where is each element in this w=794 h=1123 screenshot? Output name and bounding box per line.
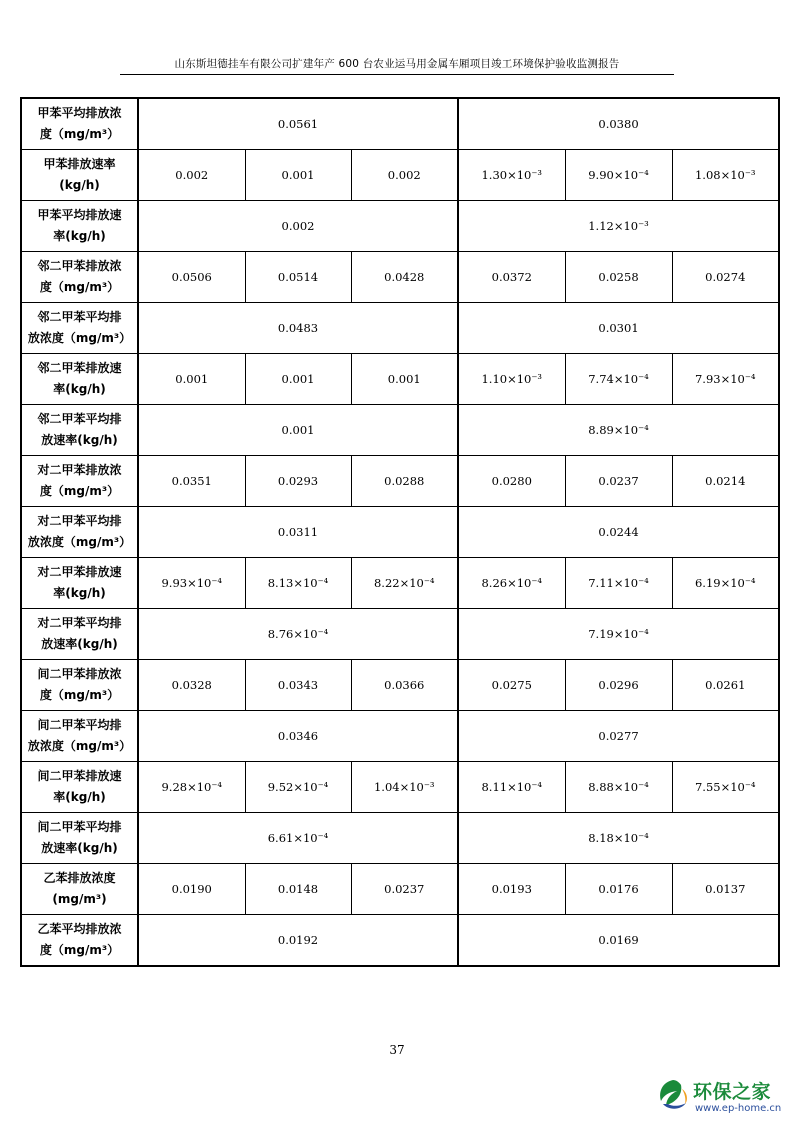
value-cell: 1.04×10⁻³: [351, 762, 458, 813]
average-cell-left: 0.0192: [138, 915, 458, 967]
value-cell: 9.90×10⁻⁴: [565, 150, 672, 201]
row-label: [21, 303, 138, 354]
average-cell-right: 0.0244: [458, 507, 779, 558]
row-label-line2: 度（mg/m³）: [39, 688, 120, 702]
value-cell: 0.0296: [565, 660, 672, 711]
row-label-line1: 邻二甲苯排放速: [37, 361, 122, 375]
row-label: [21, 609, 138, 660]
table-row: [21, 507, 779, 558]
table-row: [21, 150, 779, 201]
row-label: [21, 813, 138, 864]
row-label-line2: 率(kg/h): [53, 790, 106, 804]
row-label-line1: 对二甲苯排放浓: [37, 463, 122, 477]
row-label-line2: (mg/m³): [52, 892, 107, 906]
report-header: 山东斯坦德挂车有限公司扩建年产 600 台农业运马用金属车厢项目竣工环境保护验收监测报告: [120, 56, 674, 75]
average-cell-right: 7.19×10⁻⁴: [458, 609, 779, 660]
value-cell: 0.001: [245, 354, 351, 405]
value-cell: 7.55×10⁻⁴: [672, 762, 779, 813]
row-label: [21, 252, 138, 303]
row-label: [21, 660, 138, 711]
average-cell-left: 0.0311: [138, 507, 458, 558]
row-label: [21, 98, 138, 150]
average-cell-left: 8.76×10⁻⁴: [138, 609, 458, 660]
logo-url: www.ep-home.cn: [695, 1103, 782, 1114]
value-cell: 8.26×10⁻⁴: [458, 558, 565, 609]
value-cell: 0.0280: [458, 456, 565, 507]
value-cell: 0.0148: [245, 864, 351, 915]
row-label: [21, 558, 138, 609]
row-label-line2: 放速率(kg/h): [41, 637, 118, 651]
average-cell-left: 0.0346: [138, 711, 458, 762]
row-label-line1: 对二甲苯排放速: [37, 565, 122, 579]
row-label: [21, 711, 138, 762]
value-cell: 8.88×10⁻⁴: [565, 762, 672, 813]
row-label-line2: 放浓度（mg/m³）: [27, 535, 132, 549]
value-cell: 0.0176: [565, 864, 672, 915]
table-row: [21, 201, 779, 252]
row-label-line2: 放速率(kg/h): [41, 841, 118, 855]
value-cell: 1.08×10⁻³: [672, 150, 779, 201]
row-label-line2: 放浓度（mg/m³）: [27, 739, 132, 753]
row-label: [21, 456, 138, 507]
value-cell: 1.30×10⁻³: [458, 150, 565, 201]
row-label-line1: 间二甲苯排放速: [37, 769, 122, 783]
row-label-line1: 甲苯排放速率: [43, 157, 116, 171]
value-cell: 7.74×10⁻⁴: [565, 354, 672, 405]
row-label-line2: 放浓度（mg/m³）: [27, 331, 132, 345]
table-row: [21, 252, 779, 303]
row-label-line2: 度（mg/m³）: [39, 127, 120, 141]
value-cell: 8.22×10⁻⁴: [351, 558, 458, 609]
value-cell: 0.001: [351, 354, 458, 405]
row-label-line1: 间二甲苯排放浓: [37, 667, 122, 681]
row-label: [21, 762, 138, 813]
average-cell-right: 8.89×10⁻⁴: [458, 405, 779, 456]
average-cell-left: 0.002: [138, 201, 458, 252]
row-label: [21, 354, 138, 405]
row-label: [21, 405, 138, 456]
table-row: [21, 456, 779, 507]
value-cell: 8.11×10⁻⁴: [458, 762, 565, 813]
row-label-line1: 间二甲苯平均排: [37, 820, 122, 834]
value-cell: 0.0351: [138, 456, 245, 507]
table-row: [21, 711, 779, 762]
average-cell-right: 0.0169: [458, 915, 779, 967]
value-cell: 0.0193: [458, 864, 565, 915]
average-cell-left: 6.61×10⁻⁴: [138, 813, 458, 864]
value-cell: 0.0137: [672, 864, 779, 915]
table-row: [21, 915, 779, 967]
emission-data-table: [20, 97, 780, 967]
value-cell: 6.19×10⁻⁴: [672, 558, 779, 609]
logo-name: 环保之家: [693, 1081, 772, 1103]
row-label-line1: 邻二甲苯平均排: [37, 412, 122, 426]
value-cell: 0.0261: [672, 660, 779, 711]
value-cell: 9.52×10⁻⁴: [245, 762, 351, 813]
average-cell-right: 0.0277: [458, 711, 779, 762]
table-row: [21, 98, 779, 150]
value-cell: 9.93×10⁻⁴: [138, 558, 245, 609]
average-cell-left: 0.0483: [138, 303, 458, 354]
value-cell: 0.0237: [565, 456, 672, 507]
table-row: [21, 813, 779, 864]
value-cell: 7.93×10⁻⁴: [672, 354, 779, 405]
site-logo: [655, 1075, 790, 1119]
row-label-line1: 间二甲苯平均排: [37, 718, 122, 732]
table-row: [21, 303, 779, 354]
value-cell: 0.0190: [138, 864, 245, 915]
row-label-line2: (kg/h): [59, 178, 100, 192]
value-cell: 0.0258: [565, 252, 672, 303]
leaf-swirl-icon: [655, 1077, 691, 1113]
value-cell: 7.11×10⁻⁴: [565, 558, 672, 609]
value-cell: 0.0275: [458, 660, 565, 711]
value-cell: 0.0343: [245, 660, 351, 711]
row-label-line1: 甲苯平均排放浓: [37, 106, 122, 120]
value-cell: 0.002: [138, 150, 245, 201]
row-label-line2: 率(kg/h): [53, 586, 106, 600]
row-label-line2: 度（mg/m³）: [39, 484, 120, 498]
table-row: [21, 405, 779, 456]
row-label: [21, 201, 138, 252]
value-cell: 0.0237: [351, 864, 458, 915]
row-label-line2: 率(kg/h): [53, 229, 106, 243]
average-cell-right: 1.12×10⁻³: [458, 201, 779, 252]
table-row: [21, 354, 779, 405]
page-number: 37: [389, 1043, 405, 1057]
value-cell: 0.0506: [138, 252, 245, 303]
value-cell: 0.0214: [672, 456, 779, 507]
row-label-line2: 放速率(kg/h): [41, 433, 118, 447]
average-cell-left: 0.001: [138, 405, 458, 456]
table-row: [21, 660, 779, 711]
row-label-line1: 邻二甲苯排放浓: [37, 259, 122, 273]
table-row: [21, 864, 779, 915]
row-label-line1: 乙苯排放浓度: [43, 871, 116, 885]
row-label: [21, 864, 138, 915]
value-cell: 8.13×10⁻⁴: [245, 558, 351, 609]
row-label-line1: 甲苯平均排放速: [37, 208, 122, 222]
average-cell-left: 0.0561: [138, 98, 458, 150]
row-label-line1: 对二甲苯平均排: [37, 616, 122, 630]
row-label-line2: 度（mg/m³）: [39, 943, 120, 957]
table-row: [21, 762, 779, 813]
average-cell-right: 0.0380: [458, 98, 779, 150]
value-cell: 0.0293: [245, 456, 351, 507]
value-cell: 1.10×10⁻³: [458, 354, 565, 405]
value-cell: 0.0514: [245, 252, 351, 303]
value-cell: 0.002: [351, 150, 458, 201]
average-cell-right: 8.18×10⁻⁴: [458, 813, 779, 864]
row-label: [21, 150, 138, 201]
value-cell: 0.0428: [351, 252, 458, 303]
row-label-line1: 对二甲苯平均排: [37, 514, 122, 528]
row-label-line1: 乙苯平均排放浓: [37, 922, 122, 936]
row-label-line1: 邻二甲苯平均排: [37, 310, 122, 324]
row-label-line2: 度（mg/m³）: [39, 280, 120, 294]
table-row: [21, 558, 779, 609]
value-cell: 0.0328: [138, 660, 245, 711]
value-cell: 0.0372: [458, 252, 565, 303]
row-label: [21, 915, 138, 967]
table-row: [21, 609, 779, 660]
value-cell: 0.001: [138, 354, 245, 405]
value-cell: 0.0366: [351, 660, 458, 711]
value-cell: 9.28×10⁻⁴: [138, 762, 245, 813]
row-label-line2: 率(kg/h): [53, 382, 106, 396]
value-cell: 0.001: [245, 150, 351, 201]
row-label: [21, 507, 138, 558]
value-cell: 0.0288: [351, 456, 458, 507]
value-cell: 0.0274: [672, 252, 779, 303]
average-cell-right: 0.0301: [458, 303, 779, 354]
